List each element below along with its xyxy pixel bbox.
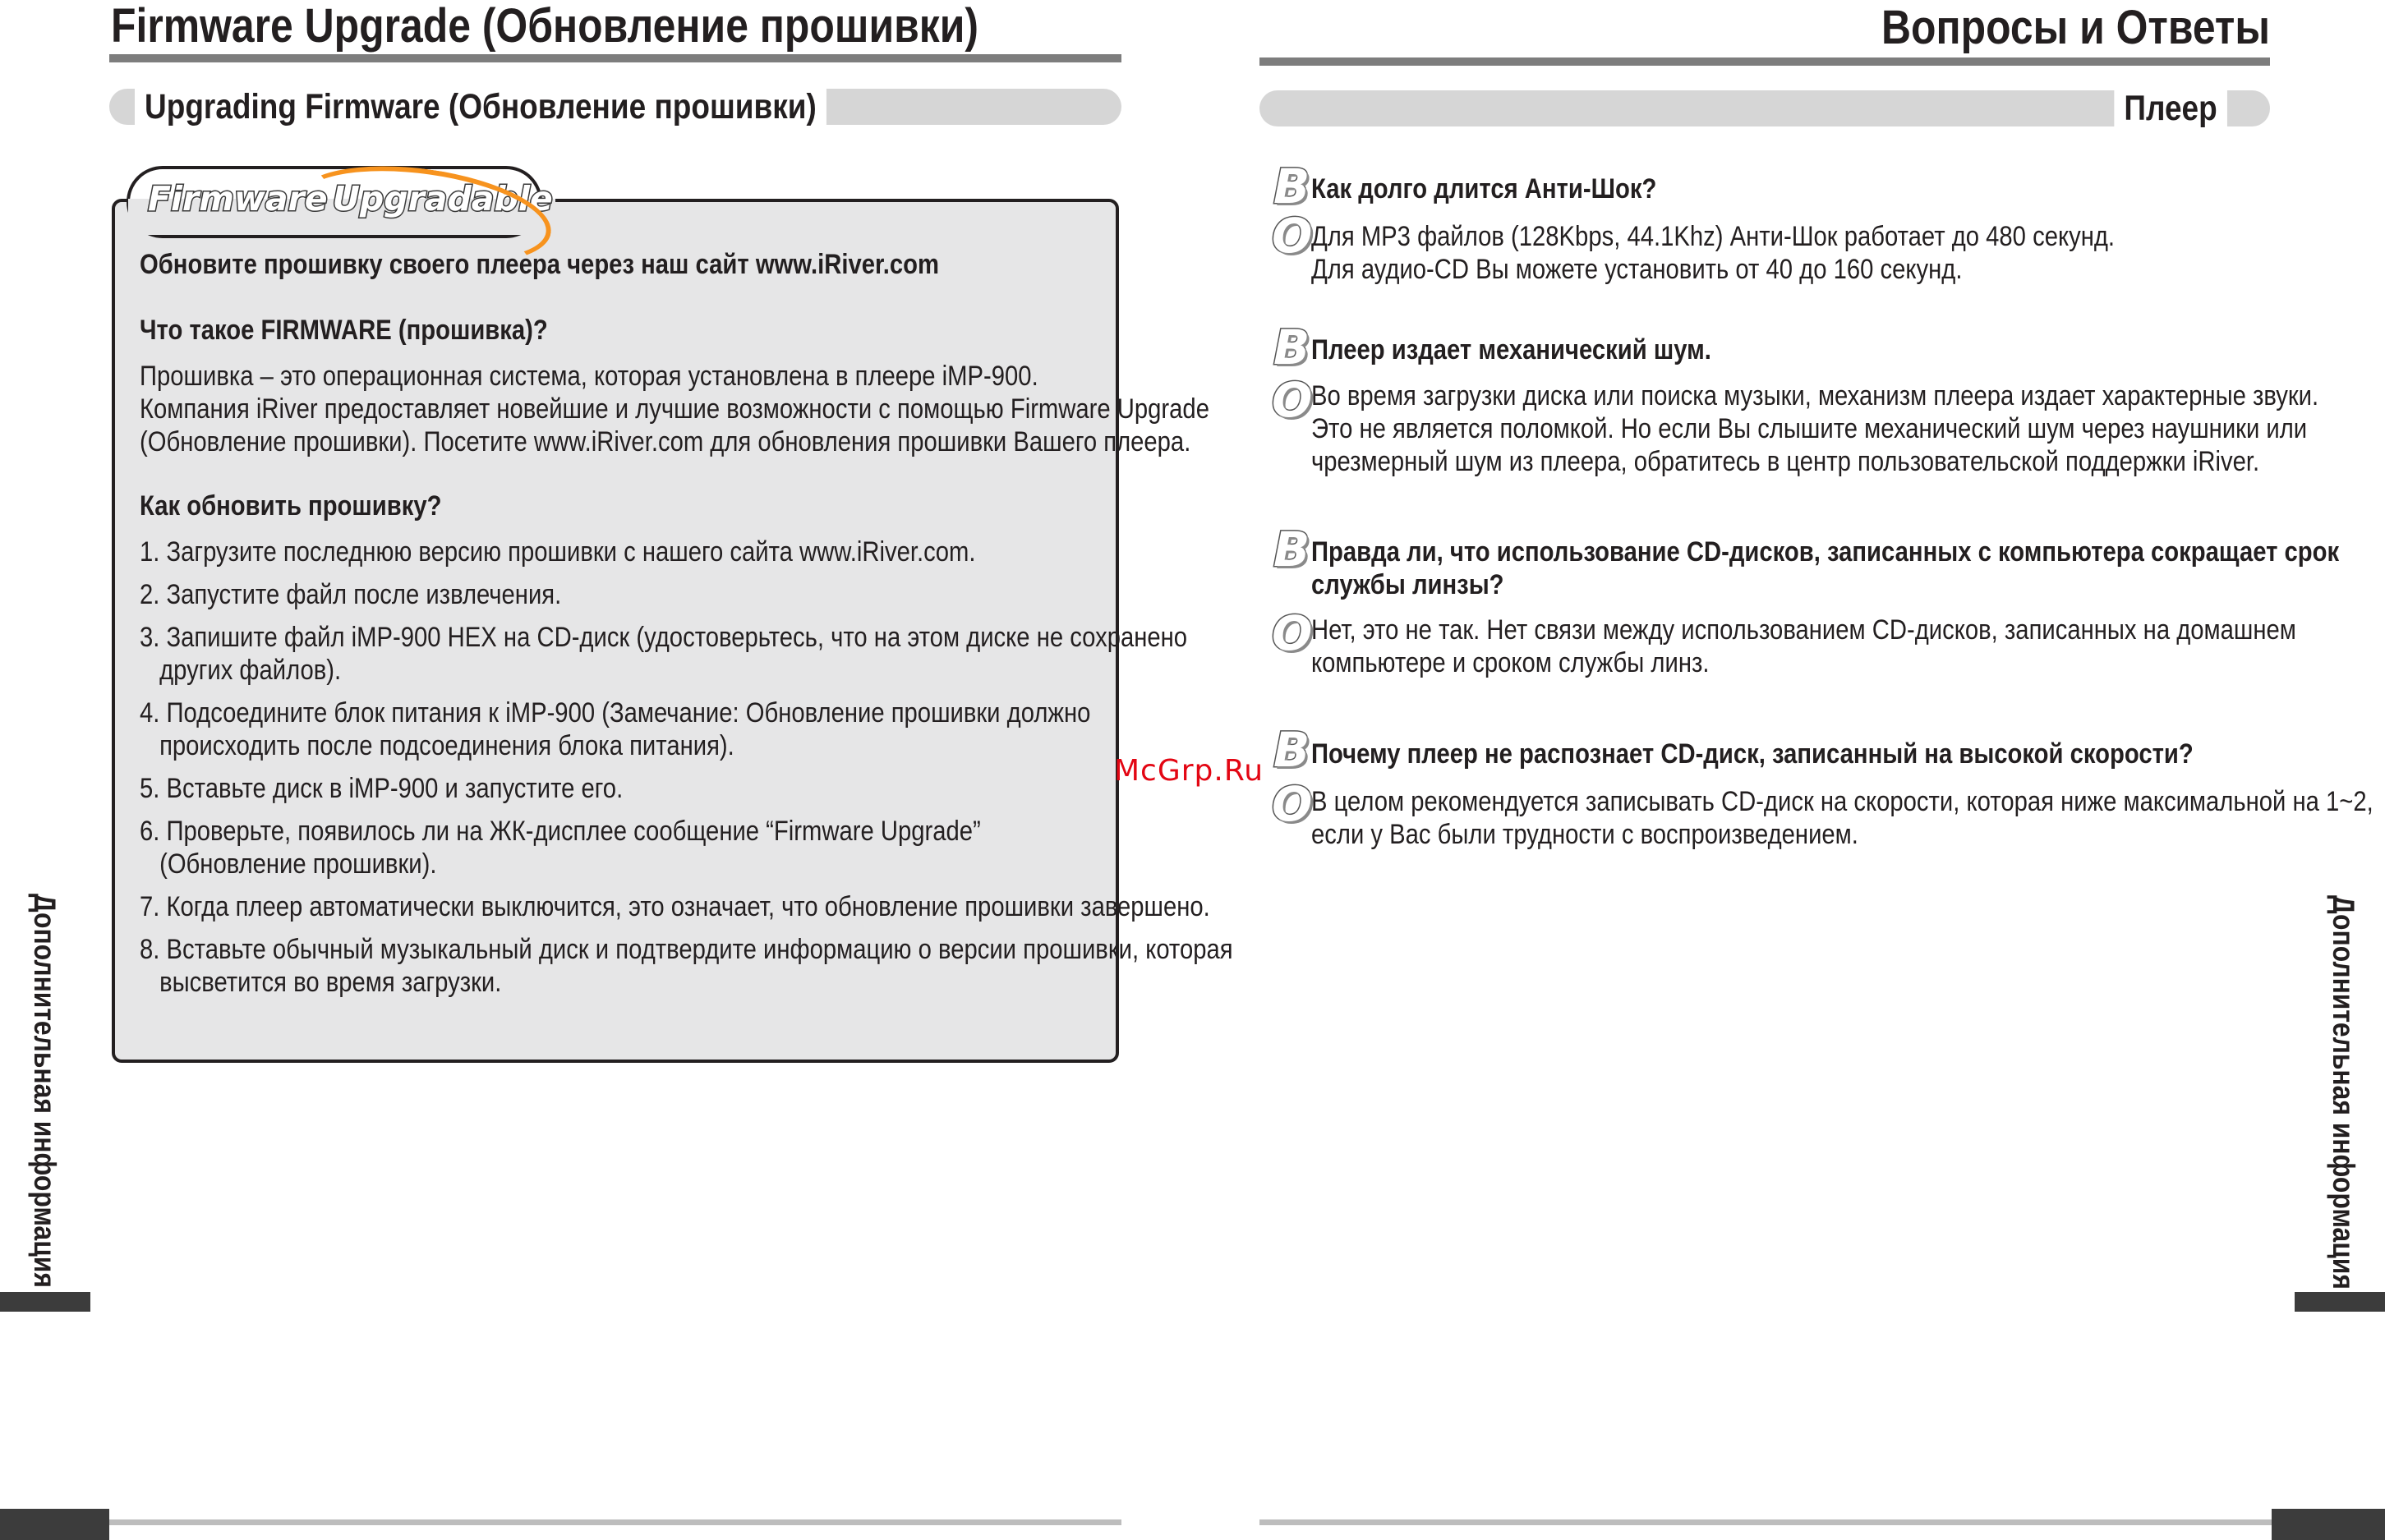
answer-text [1311, 379, 2318, 478]
logo-firmware-word: Firmware [148, 179, 328, 218]
answer-marker-icon: О [1272, 208, 1313, 264]
step-line: 6. Проверьте, появилось ли на ЖК-дисплее сообщение “Firmware Upgrade” [140, 816, 981, 847]
question-marker-icon: В [1273, 522, 1310, 577]
what-line: Прошивка – это операционная система, которая установлена в плеере iMP-900. [140, 361, 1038, 392]
step-line: 3. Запишите файл iMP-900 HEX на CD-диск (удостоверьтесь, что на этом диске не сохранено [140, 622, 1188, 653]
steps-list [140, 536, 1233, 999]
firmware-intro: Обновите прошивку своего плеера через наш сайт www.iRiver.com [140, 249, 939, 280]
step-item [140, 696, 1233, 762]
what-line: Компания iRiver предоставляет новейшие и лучшие возможности с помощью Firmware Upgrade [140, 393, 1209, 425]
left-footer-rule [109, 1519, 1121, 1525]
what-heading: Что такое FIRMWARE (прошивка)? [140, 315, 548, 346]
step-line: (Обновление прошивки). [159, 848, 437, 880]
question-line: Плеер издает механический шум. [1311, 334, 1711, 365]
question-text [1311, 172, 1656, 205]
answer-line: Для аудио-CD Вы можете установить от 40 до 160 секунд. [1311, 254, 1963, 285]
step-line: 7. Когда плеер автоматически выключится, это означает, что обновление прошивки завершено. [140, 891, 1210, 922]
question-marker-icon: В [1273, 722, 1310, 778]
step-line: другиx файлов). [159, 655, 342, 686]
answer-marker-icon: О [1272, 605, 1313, 661]
question-line: Правда ли, что использование CD-дисков, записанных с компьютера сокращает срок [1311, 536, 2340, 568]
answer-line: Для MP3 файлов (128Kbps, 44.1Khz) Анти-Шок работает до 480 секунд. [1311, 221, 2116, 252]
what-paragraph [140, 360, 1209, 458]
right-side-label: Дополнительная информация [2327, 895, 2360, 1289]
answer-line: В целом рекомендуется записывать CD-диск на скорости, которая ниже максимальной на 1~2, [1311, 786, 2373, 817]
question-line: Как долго длится Анти-Шок? [1311, 173, 1657, 205]
step-item [140, 772, 1233, 805]
how-heading: Как обновить прошивку? [140, 490, 442, 522]
right-title-rule [1259, 57, 2270, 66]
left-page-title: Firmware Upgrade (Обновление прошивки) [111, 0, 979, 53]
question-text [1311, 333, 1711, 366]
step-line: 8. Вставьте обычный музыкальный диск и подтвердите информацию о версии прошивки, которая [140, 934, 1233, 965]
step-line: 2. Запустите файл после извлечения. [140, 579, 562, 610]
step-line: 1. Загрузите последнюю версию прошивки с нашего сайта www.iRiver.com. [140, 536, 976, 568]
left-side-label: Дополнительная информация [28, 894, 62, 1288]
step-item [140, 933, 1233, 999]
step-line: происходить после подсоединения блока питания). [159, 730, 734, 761]
what-line: (Обновление прошивки). Посетите www.iRiver.com для обновления прошивки Вашего плеера. [140, 426, 1191, 457]
step-item [140, 815, 1233, 880]
answer-marker-icon: О [1272, 372, 1313, 428]
right-page-number-block [2272, 1509, 2385, 1540]
left-section-label: Upgrading Firmware (Обновление прошивки) [135, 87, 826, 126]
right-side-tab [2323, 895, 2360, 1289]
step-line: высветится во время загрузки. [159, 967, 502, 998]
left-side-bar [0, 1292, 90, 1312]
answer-line: Нет, это не так. Нет связи между использованием CD-дисков, записанных на домашнем [1311, 614, 2296, 646]
answer-marker-icon: О [1272, 776, 1313, 832]
question-line: службы линзы? [1311, 569, 1504, 600]
question-line: Почему плеер не распознает CD-диск, записанный на высокой скорости? [1311, 738, 2194, 770]
right-section-label: Плеер [2115, 89, 2227, 128]
question-marker-icon: В [1273, 159, 1310, 214]
step-line: 5. Вставьте диск в iMP-900 и запустите его. [140, 773, 624, 804]
answer-line: чрезмерный шум из плеера, обратитесь в центр пользовательской поддержки iRiver. [1311, 446, 2260, 477]
answer-text [1311, 220, 2115, 286]
right-side-bar [2295, 1292, 2385, 1312]
answer-line: если у Вас были трудности с воспроизведением. [1311, 819, 1858, 850]
logo-upgradable-word: Upgradable [332, 179, 553, 218]
answer-line: компьютере и сроком службы линз. [1311, 647, 1710, 678]
answer-text [1311, 614, 2296, 679]
right-footer-rule [1259, 1519, 2272, 1525]
answer-text [1311, 785, 2373, 851]
watermark: McGrp.Ru [1114, 754, 1264, 788]
left-side-tab [25, 894, 61, 1288]
step-item [140, 536, 1233, 568]
question-marker-icon: В [1273, 319, 1310, 375]
answer-line: Во время загрузки диска или поиска музыки, механизм плеера издает характерные звуки. [1311, 380, 2319, 411]
left-page-number-block [0, 1509, 109, 1540]
step-item [140, 890, 1233, 923]
step-line: 4. Подсоедините блок питания к iMP-900 (Замечание: Обновление прошивки должно [140, 697, 1091, 729]
step-item [140, 621, 1233, 687]
question-text [1311, 738, 2194, 770]
right-page-title: Вопросы и Ответы [1881, 1, 2270, 54]
step-item [140, 578, 1233, 611]
answer-line: Это не является поломкой. Но если Вы слышите механический шум через наушники или [1311, 413, 2308, 444]
left-title-rule [109, 54, 1121, 62]
question-text [1311, 536, 2339, 601]
